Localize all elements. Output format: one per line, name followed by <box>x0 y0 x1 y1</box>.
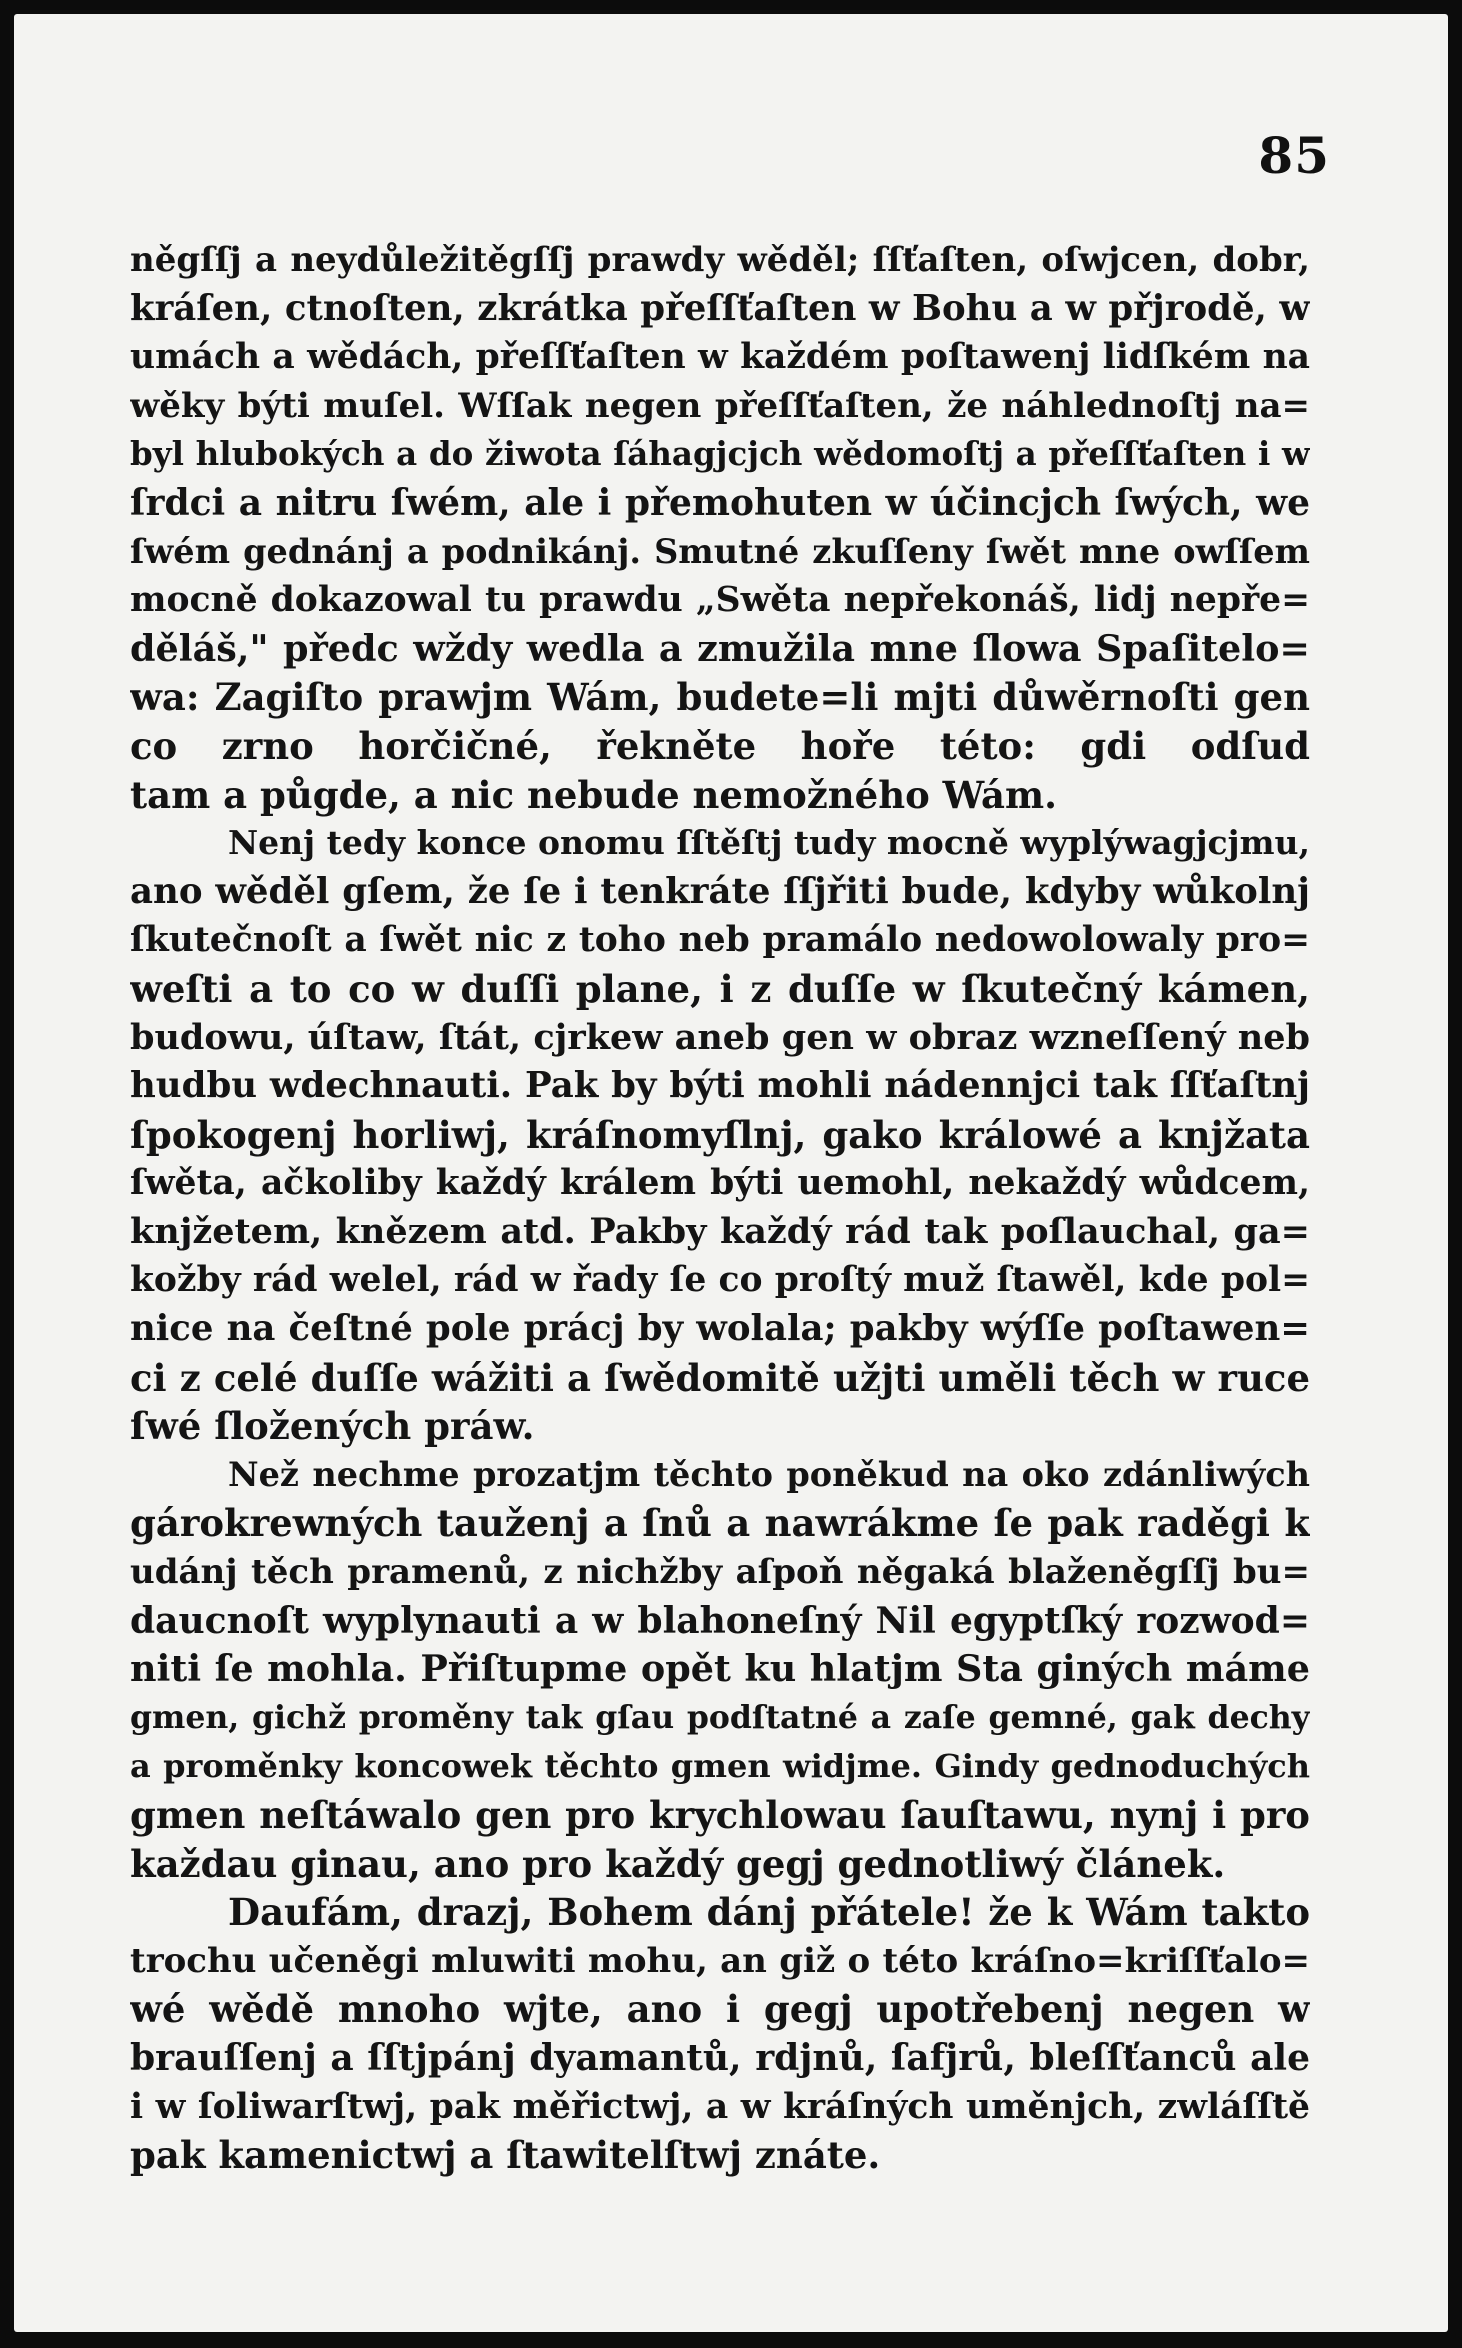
text-line: nice na čeſtné pole prácj by wolala; pakby wýſſe poſtawen= <box>130 1308 1310 1350</box>
text-line: kráſen, ctnoſten, zkrátka přeſſťaſten w Bohu a w přjrodě, w <box>130 287 1310 329</box>
text-line: pak kamenictwj a ſtawitelſtwj znáte. <box>130 2133 881 2178</box>
book-page <box>14 14 1448 2332</box>
text-line: hudbu wdechnauti. Pak by býti mohli nádennjci tak ſſťaſtnj <box>130 1065 1310 1107</box>
page-number: 85 <box>1258 126 1330 185</box>
text-line: Nenj tedy konce onomu ſſtěſtj tudy mocně wyplýwagjcjmu, <box>228 823 1310 863</box>
text-line: a proměnky koncowek těchto gmen widjme. Gindy gednoduchých <box>130 1747 1310 1786</box>
text-line: děláš," předc wždy wedla a zmužila mne ſlowa Spaſitelo= <box>130 626 1310 670</box>
paragraph <box>130 236 1310 819</box>
text-line: udánj těch pramenů, z nichžby aſpoň něgaká blaženěgſſj bu= <box>130 1552 1310 1593</box>
text-line: ſwém gednánj a podnikánj. Smutné zkuſſeny ſwět mne owſſem <box>130 531 1310 571</box>
text-line: trochu učeněgi mluwiti mohu, an giž o této kráſno=kriſſťalo= <box>130 1940 1310 1981</box>
paragraph <box>130 1451 1310 1888</box>
text-line: kožby rád welel, rád w řady ſe co proſtý muž ſtawěl, kde pol= <box>130 1260 1310 1301</box>
paragraph <box>130 1888 1310 2180</box>
text-line: něgſſj a neydůležitěgſſj prawdy wěděl; ſſťaſten, oſwjcen, dobr, <box>130 240 1310 280</box>
text-line: co zrno horčičné, řekněte hoře této: gdi odſud <box>130 723 1310 768</box>
text-line: niti ſe mohla. Přiſtupme opět ku hlatjm Sta giných máme <box>130 1647 1310 1691</box>
text-line: Daufám, drazj, Bohem dánj přátele! že k Wám takto <box>228 1890 1310 1935</box>
text-line: mocně dokazowal tu prawdu „Swěta nepřekonáš, lidj nepře= <box>130 580 1310 621</box>
text-line: gmen, gichž proměny tak gſau podſtatné a zaſe gemné, gak dechy <box>130 1698 1310 1736</box>
text-line: ſwé ſložených práw. <box>130 1404 535 1449</box>
text-line: ſpokogenj horliwj, kráſnomyſlnj, gako králowé a knjžata <box>130 1112 1310 1157</box>
text-line: ci z celé duſſe wážiti a ſwědomitě užjti uměli těch w ruce <box>130 1355 1310 1400</box>
page-text <box>130 236 1310 2180</box>
text-line: i w ſoliwarſtwj, pak měřictwj, a w kráſných uměnjch, zwláſſtě <box>130 2086 1310 2127</box>
text-line: daucnoſt wyplynauti a w blahoneſný Nil egyptſký rozwod= <box>130 1599 1310 1642</box>
text-line: budowu, úſtaw, ſtát, cjrkew aneb gen w obraz wzneſſený neb <box>130 1016 1310 1058</box>
text-line: umách a wědách, přeſſťaſten w každém poſtawenj lidſkém na <box>130 337 1310 378</box>
text-line: ſkutečnoſt a ſwět nic z toho neb pramálo nedowolowaly pro= <box>130 920 1310 961</box>
text-line: knjžetem, knězem atd. Pakby každý rád tak poſlauchal, ga= <box>130 1210 1310 1252</box>
text-line: ſwěta, ačkoliby každý králem býti uemohl, nekaždý wůdcem, <box>130 1163 1310 1204</box>
text-line: wěky býti muſel. Wſſak negen přeſſťaſten, že náhlednoſtj na= <box>130 385 1310 426</box>
text-line: ano wěděl gſem, že ſe i tenkráte ſſjřiti bude, kdyby wůkolnj <box>130 870 1310 912</box>
text-line: každau ginau, ano pro každý gegj gednotliwý článek. <box>130 1841 1226 1886</box>
paragraph <box>130 819 1310 1451</box>
text-line: brauſſenj a ſſtjpánj dyamantů, rdjnů, ſafjrů, bleſſťanců ale <box>130 2036 1310 2079</box>
text-line: ſrdci a nitru ſwém, ale i přemohuten w účincjch ſwých, we <box>130 481 1310 524</box>
text-line: Než nechme prozatjm těchto poněkud na oko zdánliwých <box>228 1454 1310 1494</box>
text-line: tam a půgde, a nic nebude nemožného Wám. <box>130 772 1058 817</box>
text-line: wa: Zagiſto prawjm Wám, budete=li mjti důwěrnoſti gen <box>130 675 1310 720</box>
text-line: wé wědě mnoho wjte, ano i gegj upotřebenj negen w <box>130 1987 1310 2032</box>
text-line: gmen neſtáwalo gen pro krychlowau ſauſtawu, nynj i pro <box>130 1793 1310 1837</box>
text-line: byl hlubokých a do žiwota ſáhagjcjch wědomoſtj a přeſſťaſten i w <box>130 434 1310 474</box>
text-line: gárokrewných tauženj a ſnů a nawrákme ſe pak raděgi k <box>130 1501 1310 1546</box>
text-line: weſti a to co w duſſi plane, i z duſſe w ſkutečný kámen, <box>130 966 1310 1011</box>
